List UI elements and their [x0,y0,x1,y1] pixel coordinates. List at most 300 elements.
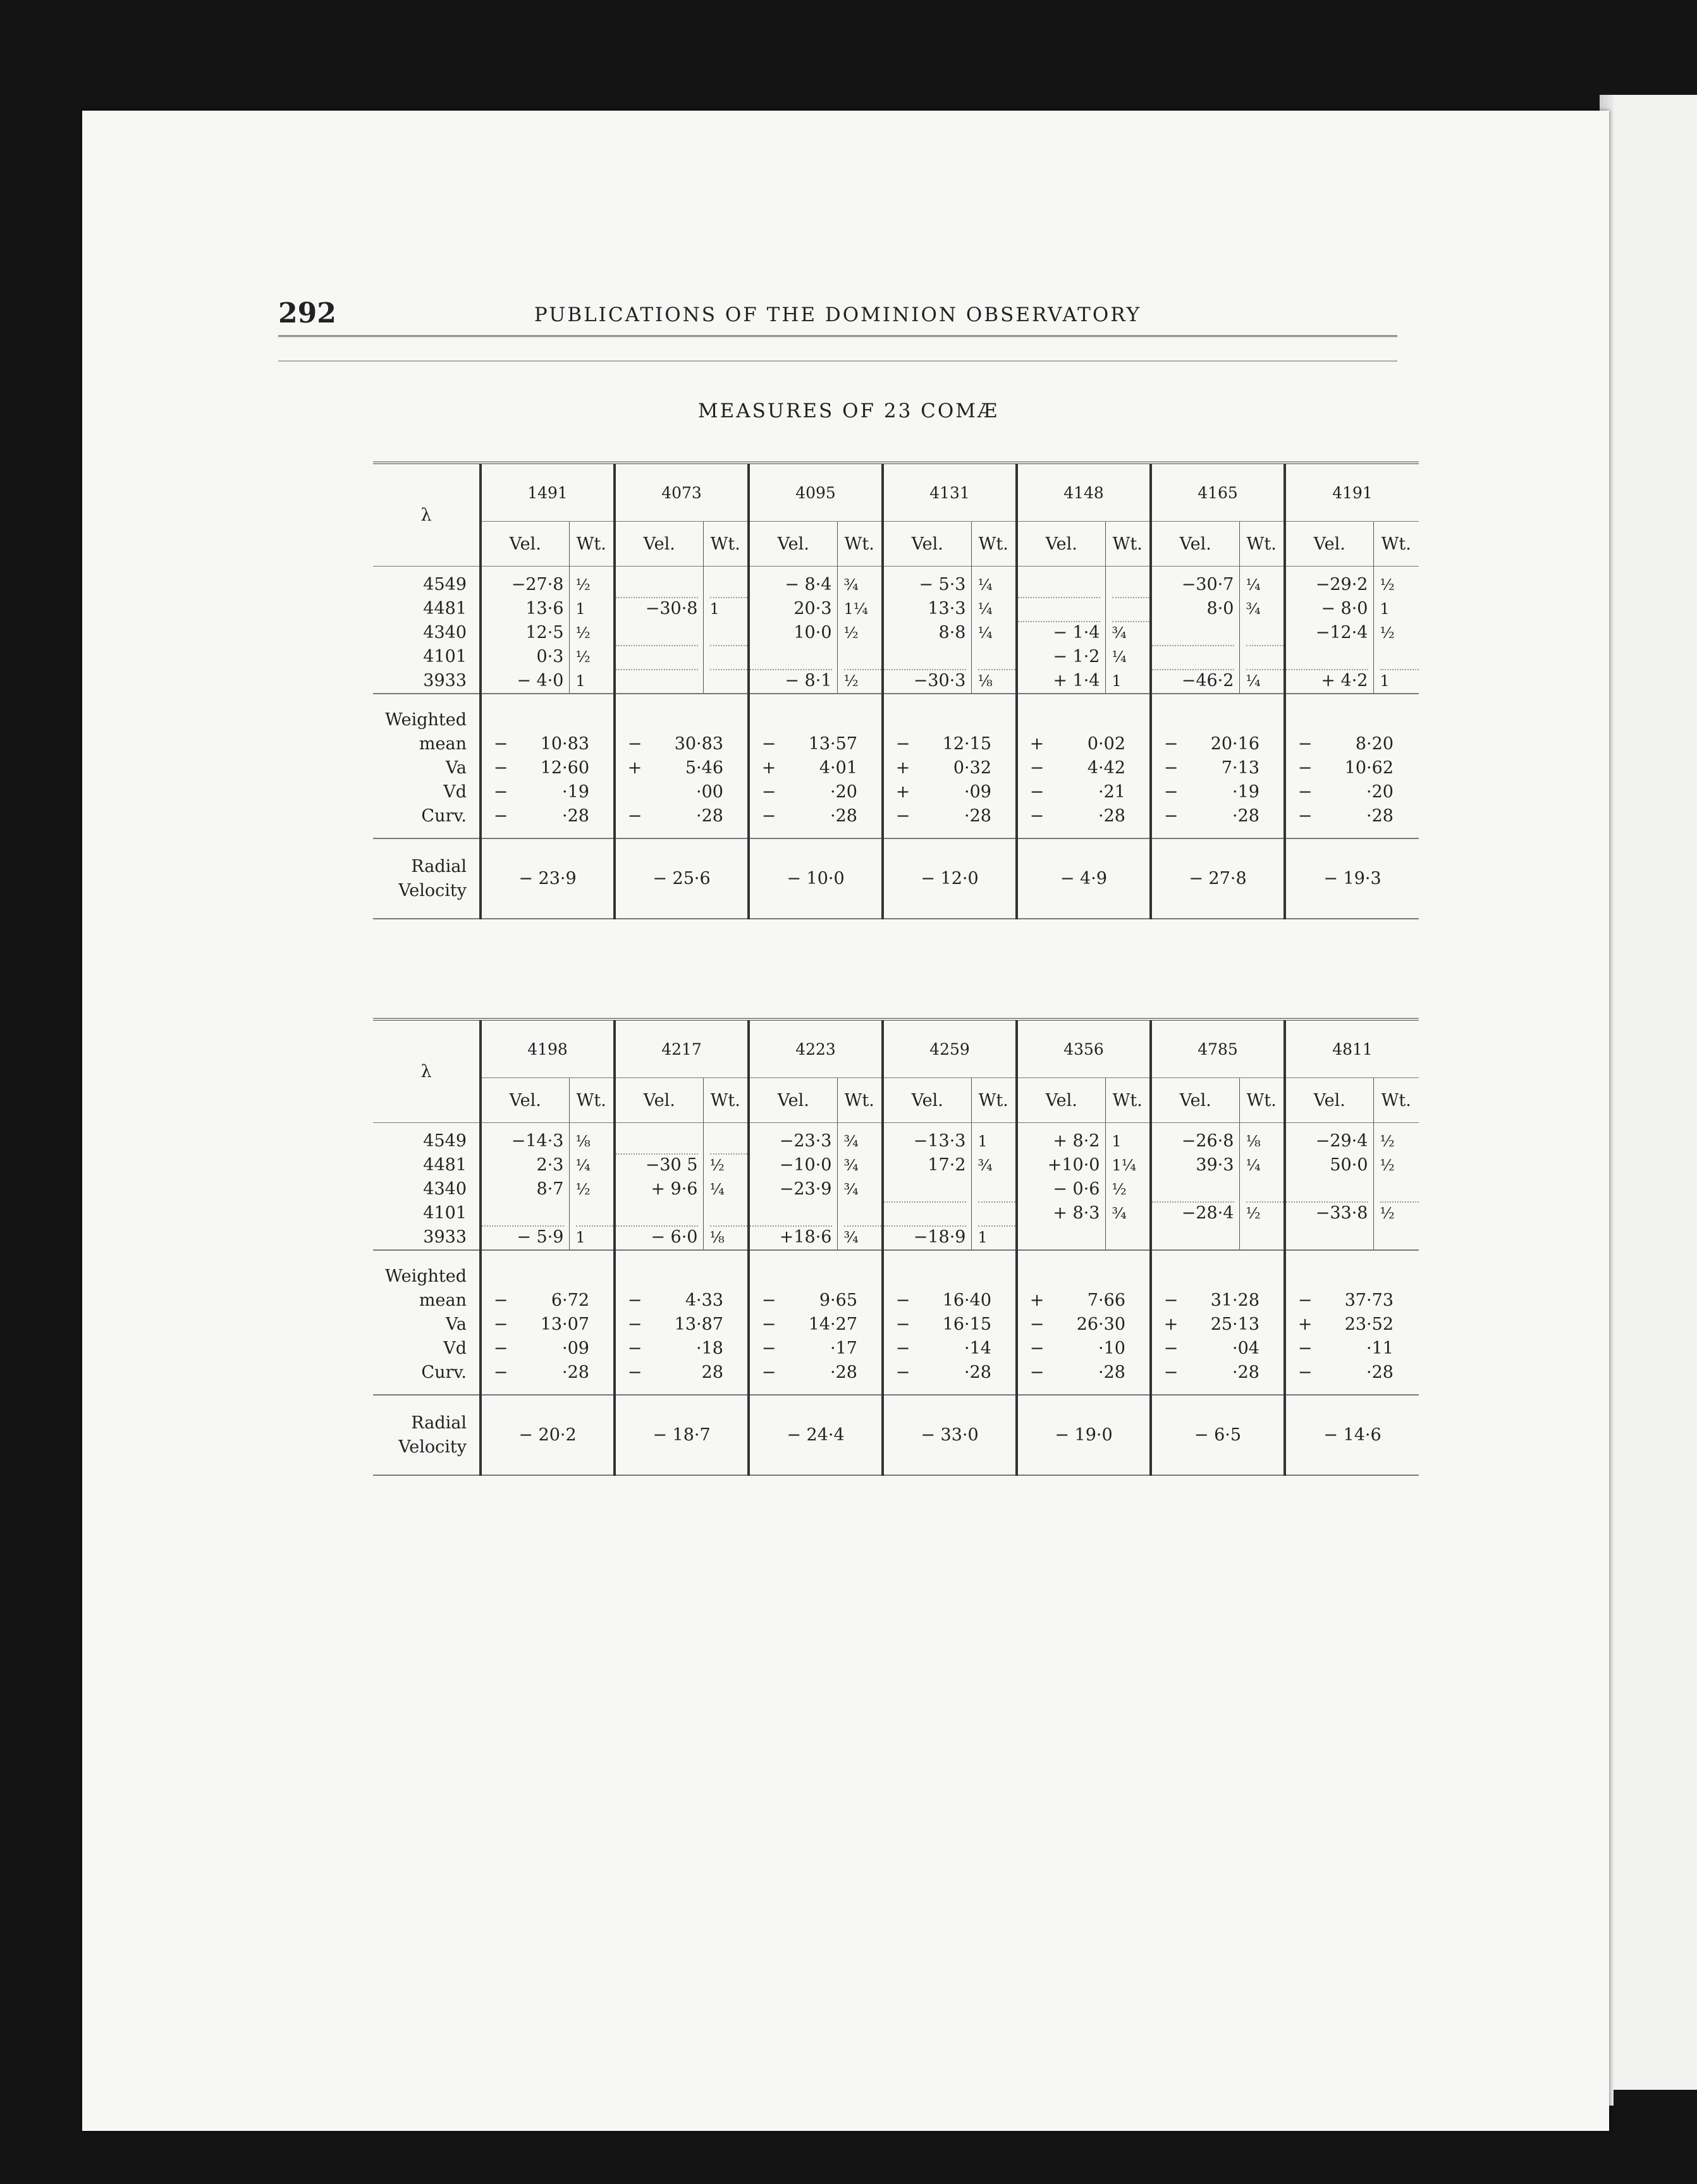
weight-value: ¾ [1246,600,1261,618]
velocity-value: 8·7 [536,1179,564,1199]
sign: − [761,782,776,802]
summary-labels [373,1250,481,1395]
empty-entry-dots [1286,645,1368,670]
weight-value: ½ [843,624,859,642]
summary-line-mean [482,1289,613,1313]
empty-entry-dots [616,573,698,598]
weight-value: ¾ [1112,1205,1127,1222]
summary-line-vd [482,780,613,804]
plate-number: 4356 [1017,1019,1151,1078]
value: 13·87 [674,1315,723,1334]
plate-number: 4198 [481,1019,615,1078]
sign: − [1163,758,1179,778]
velocity-label: Velocity [398,880,467,900]
weight-cell [1373,1123,1419,1251]
summary-label-weighted: Weighted [385,1267,467,1286]
plate-number: 4131 [883,463,1017,522]
sign: + [627,758,642,778]
velocity-value: − 0·6 [1053,1179,1100,1199]
sign: − [1297,1291,1313,1310]
value: 4·42 [1087,758,1125,778]
weight-value: 1¼ [1112,1156,1137,1174]
weight-value: ¼ [1112,648,1127,666]
velocity-value: −27·8 [511,575,564,594]
wavelength-label: 4549 [423,575,467,594]
summary-line-vd [1286,780,1419,804]
value: ·14 [964,1339,991,1358]
wavelength-labels [373,1123,481,1251]
velocity-value: −29·4 [1315,1131,1368,1151]
velocity-value: + 1·4 [1053,671,1100,690]
weight-value: ¾ [843,1229,859,1246]
sign: − [761,1315,776,1334]
vel-column-header: Vel. [1285,1078,1373,1123]
value: 7·13 [1221,758,1259,778]
sign: − [895,1291,910,1310]
weight-value: 1 [1380,600,1390,618]
summary-line-vd [1152,780,1283,804]
sign: − [627,1363,642,1382]
value: 14·27 [808,1315,857,1334]
velocity-value: −28·4 [1181,1203,1234,1223]
value: 30·83 [674,734,723,754]
weight-value: ½ [575,576,591,594]
vel-column-header: Vel. [1151,1078,1239,1123]
velocity-value: 20·3 [793,599,832,618]
sign: − [1163,806,1179,826]
empty-entry-dots [1246,621,1284,646]
weight-value: ¾ [977,1156,993,1174]
weight-cell [569,1123,615,1251]
empty-entry-dots [978,1201,1016,1227]
weight-value: ¼ [1246,576,1261,594]
empty-entry-dots [710,621,748,646]
empty-entry-dots [978,1177,1016,1203]
plate-number: 4095 [749,463,883,522]
velocity-value: 17·2 [928,1155,966,1175]
value: ·28 [1232,806,1259,826]
velocity-value: −33·8 [1315,1203,1368,1223]
empty-entry-dots [710,645,748,670]
value: 28 [701,1363,723,1382]
summary-line-vd [750,780,881,804]
summary-line-curv [1018,1361,1149,1385]
sign: − [493,1291,508,1310]
value: 5·46 [685,758,723,778]
empty-entry-dots [1112,573,1150,598]
wt-column-header: Wt. [971,522,1017,567]
radial-velocity-value: − 24·4 [749,1395,883,1475]
empty-entry-dots [1018,573,1100,598]
weight-cell [1373,567,1419,694]
sign: − [895,1339,910,1358]
value: 13·07 [540,1315,589,1334]
sign: − [1297,806,1313,826]
velocity-value: − 1·4 [1053,623,1100,642]
summary-line-mean [1286,1289,1419,1313]
velocity-value: 10·0 [793,623,832,642]
weight-value: ½ [575,1181,591,1198]
value: ·28 [562,1363,589,1382]
weight-cell [703,1123,749,1251]
empty-entry-dots [1246,645,1284,670]
velocity-value: −30 5 [645,1155,698,1175]
summary-line-mean [616,1289,747,1313]
sign: − [1029,1363,1045,1382]
velocity-value: −26·8 [1181,1131,1234,1151]
weight-value: ½ [1380,1205,1395,1222]
value: ·00 [696,782,723,802]
radial-velocity-value: − 27·8 [1151,838,1285,919]
wavelength-label: 4340 [423,623,467,642]
empty-entry-dots [1112,597,1150,622]
velocity-cell [1151,1123,1239,1251]
vel-column-header: Vel. [1017,522,1105,567]
velocity-cell [481,1123,569,1251]
weight-value: ½ [1380,1132,1395,1150]
vel-column-header: Vel. [481,522,569,567]
radial-velocity-value: − 19·3 [1285,838,1419,919]
empty-entry-dots [1380,1225,1419,1251]
velocity-value: − 4·0 [517,671,564,690]
radial-velocity-value: − 33·0 [883,1395,1017,1475]
plate-number: 4217 [615,1019,749,1078]
velocity-value: − 6·0 [651,1227,698,1247]
sign: + [1029,1291,1045,1310]
velocity-value: − 8·0 [1321,599,1368,618]
radial-velocity-value: − 23·9 [481,838,615,919]
sign [616,780,654,804]
wt-column-header: Wt. [569,1078,615,1123]
empty-entry-dots [710,1201,748,1227]
summary-line-mean [482,732,613,756]
summary-cell [1017,694,1151,838]
value: 9·65 [819,1291,857,1310]
velocity-value: 39·3 [1196,1155,1234,1175]
velocity-cell [1285,567,1373,694]
value: ·28 [696,806,723,826]
velocity-value: −14·3 [511,1131,564,1151]
summary-line-vd [1018,780,1149,804]
velocity-value: + 8·2 [1053,1131,1100,1151]
velocity-value: −23·9 [779,1179,832,1199]
wavelength-label: 4481 [423,599,467,618]
sign: − [627,1291,642,1310]
sign: − [1297,1363,1313,1382]
velocity-value: 13·3 [928,599,966,618]
weight-cell [569,567,615,694]
vel-column-header: Vel. [883,1078,971,1123]
velocity-value: − 5·9 [517,1227,564,1247]
plate-number: 4073 [615,463,749,522]
value: ·19 [562,782,589,802]
wt-column-header: Wt. [569,522,615,567]
sign: − [761,1291,776,1310]
weight-value: 1 [977,1229,988,1246]
sign: + [1163,1315,1179,1334]
plate-number: 4259 [883,1019,1017,1078]
velocity-value: 13·6 [525,599,564,618]
empty-entry-dots [1380,1177,1419,1203]
value: 10·62 [1344,758,1394,778]
summary-cell [615,1250,749,1395]
weight-value: ⅛ [977,672,993,690]
value: ·28 [1098,806,1125,826]
weight-cell [837,567,883,694]
vel-column-header: Vel. [615,522,703,567]
value: ·04 [1232,1339,1259,1358]
radial-label: Radial [411,856,467,876]
velocity-value: +10·0 [1047,1155,1100,1175]
wavelength-label: 3933 [423,1227,467,1247]
vel-column-header: Vel. [1285,522,1373,567]
velocity-cell [749,1123,837,1251]
sign: − [895,806,910,826]
value: ·28 [830,1363,857,1382]
weight-value: ⅛ [709,1229,725,1246]
summary-line-mean [884,732,1015,756]
plate-number: 4165 [1151,463,1285,522]
weight-value: ¾ [843,1181,859,1198]
weight-value: ⅛ [575,1132,591,1150]
summary-line-va [1018,756,1149,780]
sign: − [493,734,508,754]
radial-velocity-label [373,838,481,919]
weight-value: ½ [575,648,591,666]
empty-entry-dots [710,669,748,694]
summary-line-mean [1152,732,1283,756]
weight-cell [971,567,1017,694]
weight-cell [703,567,749,694]
velocity-value: +18·6 [779,1227,832,1247]
sign: + [895,758,910,778]
velocity-cell [615,1123,703,1251]
value: ·28 [830,806,857,826]
radial-velocity-value: − 14·6 [1285,1395,1419,1475]
vel-column-header: Vel. [1151,522,1239,567]
sign: − [493,758,508,778]
velocity-cell [883,567,971,694]
summary-line-mean [884,1289,1015,1313]
summary-line-va [1286,1313,1419,1337]
sign: − [493,806,508,826]
velocity-value: −18·9 [913,1227,966,1247]
empty-entry-dots [844,1201,882,1227]
velocity-cell [1285,1123,1373,1251]
wavelength-label: 4101 [423,1203,467,1223]
sign: − [895,1315,910,1334]
empty-entry-dots [1018,597,1100,622]
velocity-value: − 8·4 [785,575,832,594]
weight-cell [1105,567,1151,694]
velocity-value: + 4·2 [1321,671,1368,690]
weight-cell [1239,567,1285,694]
summary-line-curv [750,1361,881,1385]
sign: − [627,1339,642,1358]
summary-label-vd: Vd [443,1339,467,1358]
value: ·20 [830,782,857,802]
sign: + [761,758,776,778]
value: ·09 [964,782,991,802]
summary-line-curv [1286,804,1419,828]
weight-cell [1239,1123,1285,1251]
summary-line-vd [1152,1337,1283,1361]
velocity-value: 2·3 [536,1155,564,1175]
radial-velocity-value: − 20·2 [481,1395,615,1475]
summary-line-vd [884,780,1015,804]
sign: − [493,1363,508,1382]
value: 25·13 [1210,1315,1259,1334]
weight-value: 1 [1112,1132,1122,1150]
summary-line-va [884,756,1015,780]
sign: + [895,782,910,802]
value: 16·40 [942,1291,991,1310]
table-title: MEASURES OF 23 COMÆ [697,400,1000,422]
empty-entry-dots [884,645,966,670]
value: ·28 [562,806,589,826]
summary-line-vd [884,1337,1015,1361]
summary-cell [1151,1250,1285,1395]
velocity-value: −46·2 [1181,671,1234,690]
radial-label: Radial [411,1413,467,1433]
empty-entry-dots [1152,1177,1234,1203]
adjacent-page-edge [1614,95,1697,2090]
summary-line-curv [1018,804,1149,828]
value: ·20 [1366,782,1394,802]
weight-value: ½ [1112,1181,1127,1198]
value: ·28 [1366,1363,1394,1382]
empty-entry-dots [616,621,698,646]
value: ·28 [964,806,991,826]
plate-number: 4223 [749,1019,883,1078]
velocity-cell [749,567,837,694]
weight-value: ¼ [1246,1156,1261,1174]
summary-line-mean [1152,1289,1283,1313]
empty-entry-dots [616,669,698,694]
velocity-value: −30·8 [645,599,698,618]
summary-cell [883,694,1017,838]
radial-velocity-value: − 6·5 [1151,1395,1285,1475]
velocity-cell [1151,567,1239,694]
running-head-title: PUBLICATIONS OF THE DOMINION OBSERVATORY [534,304,1142,326]
empty-entry-dots [1246,1177,1284,1203]
summary-label-mean: mean [419,734,467,754]
sign: − [1297,1339,1313,1358]
velocity-value: + 9·6 [651,1179,698,1199]
sign: − [493,1339,508,1358]
lambda-header: λ [420,505,432,525]
empty-entry-dots [1286,1177,1368,1203]
weight-value: ½ [1246,1205,1261,1222]
vel-column-header: Vel. [481,1078,569,1123]
velocity-value: −12·4 [1315,623,1368,642]
wt-column-header: Wt. [1105,1078,1151,1123]
summary-line-vd [1018,1337,1149,1361]
value: 12·15 [942,734,991,754]
empty-entry-dots [1380,645,1419,670]
empty-entry-dots [1018,1225,1100,1251]
weight-value: ⅛ [1246,1132,1261,1150]
velocity-value: 50·0 [1330,1155,1368,1175]
summary-cell [749,694,883,838]
summary-line-va [1152,756,1283,780]
value: ·17 [830,1339,857,1358]
radial-velocity-value: − 18·7 [615,1395,749,1475]
summary-cell [615,694,749,838]
value: ·28 [1098,1363,1125,1382]
vel-column-header: Vel. [615,1078,703,1123]
summary-line-vd [616,1337,747,1361]
radial-velocity-value: − 4·9 [1017,838,1151,919]
summary-line-vd [750,1337,881,1361]
summary-line-vd [616,780,747,804]
velocity-cell [1017,567,1105,694]
radial-velocity-value: − 19·0 [1017,1395,1151,1475]
summary-line-curv [616,1361,747,1385]
sign: − [493,1315,508,1334]
sign: − [1163,782,1179,802]
weight-value: ¾ [843,576,859,594]
value: ·18 [696,1339,723,1358]
velocity-value: −10·0 [779,1155,832,1175]
empty-entry-dots [978,645,1016,670]
value: 23·52 [1344,1315,1394,1334]
summary-line-curv [1152,1361,1283,1385]
weight-value: 1 [1112,672,1122,690]
summary-line-mean [616,732,747,756]
weight-cell [837,1123,883,1251]
wt-column-header: Wt. [1239,522,1285,567]
sign: − [1163,1363,1179,1382]
summary-cell [1285,694,1419,838]
sign: − [895,734,910,754]
summary-line-va [750,756,881,780]
sign: − [1029,782,1045,802]
summary-line-mean [750,732,881,756]
value: 7·66 [1087,1291,1125,1310]
empty-entry-dots [1246,1225,1284,1251]
value: ·28 [964,1363,991,1382]
weight-value: 1 [709,600,720,618]
weight-value: ½ [1380,576,1395,594]
value: 16·15 [942,1315,991,1334]
velocity-value: −29·2 [1315,575,1368,594]
weight-value: 1 [977,1132,988,1150]
summary-label-weighted: Weighted [385,710,467,730]
weight-cell [971,1123,1017,1251]
sign: − [761,734,776,754]
summary-line-va [1018,1313,1149,1337]
velocity-value: 8·8 [938,623,966,642]
value: 8·20 [1355,734,1394,754]
sign: − [1163,1339,1179,1358]
wavelength-label: 4549 [423,1131,467,1151]
summary-line-va [1286,756,1419,780]
summary-line-va [884,1313,1015,1337]
summary-label-va: Va [445,1315,467,1334]
velocity-value: −30·3 [913,671,966,690]
value: 13·57 [808,734,857,754]
velocity-cell [883,1123,971,1251]
sign: − [1029,1339,1045,1358]
value: ·19 [1232,782,1259,802]
value: 4·33 [685,1291,723,1310]
sign: + [1297,1315,1313,1334]
weight-value: ¼ [977,624,993,642]
sign: − [895,1363,910,1382]
summary-line-curv [482,804,613,828]
value: 12·60 [540,758,589,778]
